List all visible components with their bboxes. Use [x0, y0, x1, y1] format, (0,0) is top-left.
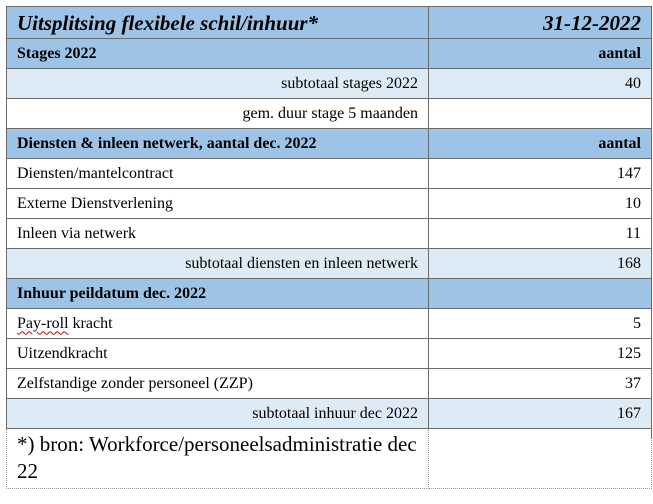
row-label [7, 309, 429, 339]
table-row [7, 159, 652, 189]
inhuur-header-value [429, 279, 652, 309]
diensten-subtotal-value: 168 [429, 249, 652, 279]
stages-duration-label: gem. duur stage 5 maanden [7, 99, 429, 129]
row-label: Uitzendkracht [7, 339, 429, 369]
inhuur-subtotal-label: subtotaal inhuur dec 2022 [7, 399, 429, 429]
table-row [7, 189, 652, 219]
stages-header: Stages 2022 [7, 39, 429, 69]
row-value: 125 [429, 339, 652, 369]
inhuur-subtotal-value: 167 [429, 399, 652, 429]
row-value: 37 [429, 369, 652, 399]
row-label: Inleen via netwerk [7, 219, 429, 249]
footnote-row [7, 429, 652, 489]
table-row [7, 339, 652, 369]
stages-subtotal-value: 40 [429, 69, 652, 99]
stages-header-row [7, 39, 652, 69]
stages-duration-value [429, 99, 652, 129]
table-edge-divider [651, 403, 652, 439]
row-label: Externe Dienstverlening [7, 189, 429, 219]
row-value: 5 [429, 309, 652, 339]
table-row [7, 219, 652, 249]
flex-shell-table [6, 6, 652, 489]
stages-header-value: aantal [429, 39, 652, 69]
title-row [7, 7, 652, 39]
stages-duration-row [7, 99, 652, 129]
stages-subtotal-row [7, 69, 652, 99]
table-date: 31-12-2022 [429, 7, 652, 39]
table-title: Uitsplitsing flexibele schil/inhuur* [7, 7, 429, 39]
diensten-header-value: aantal [429, 129, 652, 159]
stages-subtotal-label: subtotaal stages 2022 [7, 69, 429, 99]
row-label: Diensten/mantelcontract [7, 159, 429, 189]
inhuur-header: Inhuur peildatum dec. 2022 [7, 279, 429, 309]
table-row [7, 309, 652, 339]
row-label: Zelfstandige zonder personeel (ZZP) [7, 369, 429, 399]
inhuur-header-row [7, 279, 652, 309]
spellcheck-word: Pay-roll [17, 314, 69, 332]
row-value: 11 [429, 219, 652, 249]
diensten-subtotal-label: subtotaal diensten en inleen netwerk [7, 249, 429, 279]
footnote: *) bron: Workforce/personeelsadministratie dec 22 [7, 429, 429, 489]
row-value: 147 [429, 159, 652, 189]
row-label-rest: kracht [68, 314, 113, 332]
diensten-header: Diensten & inleen netwerk, aantal dec. 2022 [7, 129, 429, 159]
inhuur-subtotal-row [7, 399, 652, 429]
diensten-header-row [7, 129, 652, 159]
footnote-empty-cell [429, 429, 652, 489]
table-row [7, 369, 652, 399]
row-value: 10 [429, 189, 652, 219]
diensten-subtotal-row [7, 249, 652, 279]
